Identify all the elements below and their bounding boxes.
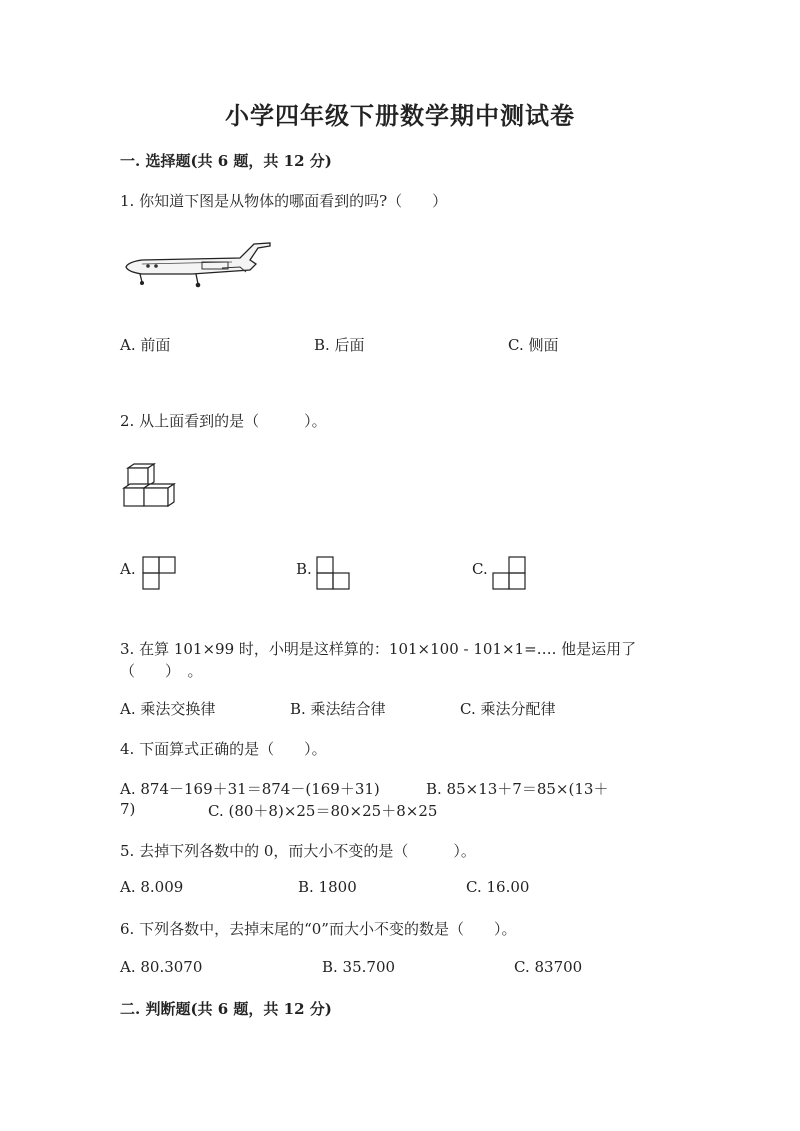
question-6-option-a: A. 80.3070: [120, 958, 203, 976]
section-heading-choice: 一. 选择题(共 6 题，共 12 分): [120, 152, 332, 170]
question-4-stem: 4. 下面算式正确的是（ ）。: [120, 740, 327, 758]
question-5-option-a: A. 8.009: [120, 878, 184, 896]
question-6-option-b: B. 35.700: [322, 958, 396, 976]
question-4-option-c: C. (80＋8)×25＝80×25＋8×25: [208, 802, 438, 820]
question-4-option-b-line1: B. 85×13＋7＝85×(13＋: [426, 780, 609, 798]
question-2-option-b: B.: [296, 560, 312, 578]
question-1-option-c: C. 侧面: [508, 336, 559, 354]
question-4-option-b-line2: 7): [120, 800, 136, 818]
option-a-top-view-icon: [142, 556, 178, 592]
question-3-option-a: A. 乘法交换律: [120, 700, 216, 718]
question-3-option-b: B. 乘法结合律: [290, 700, 386, 718]
question-6-option-c: C. 83700: [514, 958, 583, 976]
question-2-stem: 2. 从上面看到的是（ ）。: [120, 412, 327, 430]
question-4-option-a: A. 874－169＋31＝874－(169＋31): [120, 780, 380, 798]
question-1-option-b: B. 后面: [314, 336, 365, 354]
question-1-option-a: A. 前面: [120, 336, 171, 354]
question-3-stem-line2: （ ） 。: [120, 662, 203, 680]
question-5-stem: 5. 去掉下列各数中的 0，而大小不变的是（ ）。: [120, 842, 476, 860]
question-1-stem: 1. 你知道下图是从物体的哪面看到的吗?（ ）: [120, 192, 448, 210]
question-2-option-a: A.: [120, 560, 136, 578]
airplane-side-view-icon: [122, 240, 272, 290]
question-6-stem: 6. 下列各数中，去掉末尾的“0”而大小不变的数是（ ）。: [120, 920, 517, 938]
question-5-option-c: C. 16.00: [466, 878, 530, 896]
option-b-top-view-icon: [316, 556, 352, 592]
section-heading-judgment: 二. 判断题(共 6 题，共 12 分): [120, 1000, 332, 1018]
option-c-top-view-icon: [492, 556, 528, 592]
page-title: 小学四年级下册数学期中测试卷: [225, 101, 575, 130]
question-5-option-b: B. 1800: [298, 878, 357, 896]
question-3-stem-line1: 3. 在算 101×99 时，小明是这样算的：101×100 - 101×1=…. 他是运用了: [120, 640, 637, 658]
question-3-option-c: C. 乘法分配律: [460, 700, 556, 718]
question-2-option-c: C.: [472, 560, 488, 578]
stacked-cubes-icon: [120, 462, 182, 510]
